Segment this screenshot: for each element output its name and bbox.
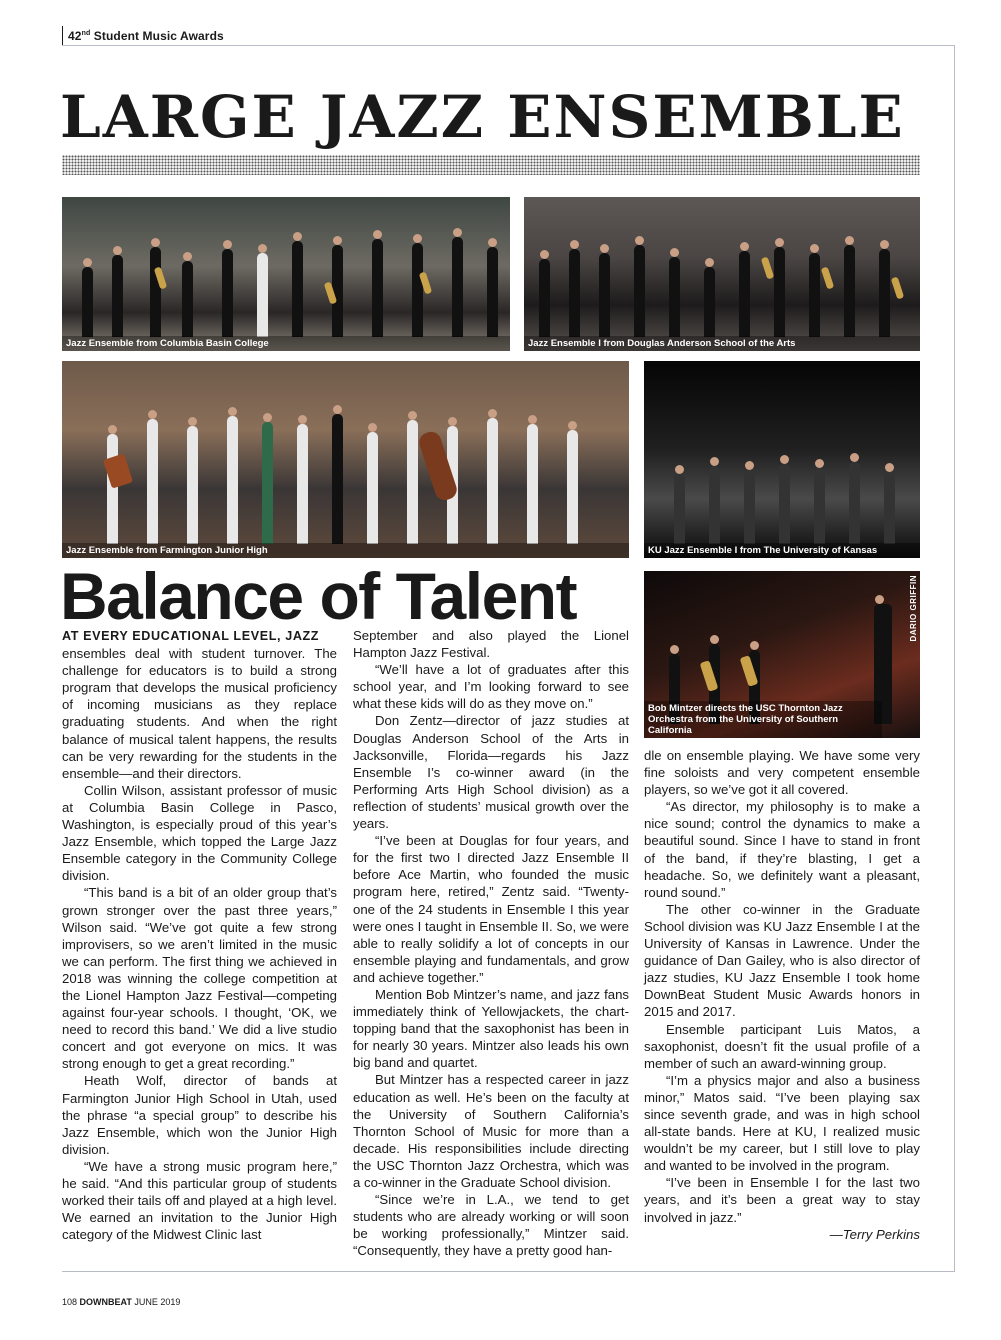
article-column-3 bbox=[644, 747, 920, 1243]
article-paragraph: “We have a strong music program here,” he said. “And this particular group of students worked their tails off and played at a high level. We earned an invitation to the Junior High category of the Midwest Clinic last bbox=[62, 1158, 337, 1243]
group-photo-image bbox=[644, 361, 920, 558]
article-paragraph: But Mintzer has a respected career in jazz education as well. He’s been on the faculty at the University of Southern California’s Thornton School of Music for more than a decade. His responsibilities include directing the USC Thornton Jazz Orchestra, which was a co-winner in the Graduate School division. bbox=[353, 1072, 629, 1190]
article-paragraph: Collin Wilson, assistant professor of music at Columbia Basin College in Pasco, Washington, is especially proud of this year’s Jazz Ensemble, which topped the Large Jazz Ensemble category in the Community College division. bbox=[62, 782, 337, 884]
photo-caption: Bob Mintzer directs the USC Thornton Jazz Orchestra from the University of Southern California bbox=[644, 701, 882, 738]
group-photo-image bbox=[62, 197, 510, 351]
magazine-name: DOWNBEAT bbox=[79, 1297, 132, 1307]
photo-caption: KU Jazz Ensemble I from The University of Kansas bbox=[644, 543, 920, 558]
photo-caption: Jazz Ensemble from Columbia Basin College bbox=[62, 336, 510, 351]
article-paragraph: Ensemble participant Luis Matos, a saxophonist, doesn’t fit the usual profile of a member of such an award-winning group. bbox=[644, 1021, 920, 1071]
article-title: Balance of Talent bbox=[60, 559, 577, 633]
article-paragraph: “I’m a physics major and also a business minor,” Matos said. “I’ve been playing sax since seventh grade, and was in high school all-state bands. Here at KU, I realized music wouldn’t be my career, but I still love to play and wanted to be involved in the program. bbox=[644, 1072, 920, 1174]
group-photo-image bbox=[524, 197, 920, 351]
article-paragraph: “This band is a bit of an older group that’s grown stronger over the past three years,” Wilson said. “We’ve got quite a few strong improvisers, so we aren’t limited in the music we can perform. The first thing we achieved in 2018 was winning the college competition at the Lionel Hampton Jazz Festival—competing against four-year schools. I thought, ‘OK, we need to record this band.’ We did a live studio concert and got everyone on mics. It was strong enough to get a great recording.” bbox=[62, 885, 337, 1072]
article-paragraph: “We’ll have a lot of graduates after this school year, and I’m looking forward to see what these kids will do as they move on.” bbox=[353, 662, 629, 712]
header-rule-tick bbox=[62, 26, 63, 46]
group-photo-image bbox=[62, 361, 629, 558]
page-frame-bottom bbox=[62, 1271, 955, 1272]
article-paragraph: Heath Wolf, director of bands at Farmington Junior High School in Utah, used the phrase “a special group” to describe his Jazz Ensemble, which won the Junior High division. bbox=[62, 1073, 337, 1157]
article-paragraph: Mention Bob Mintzer’s name, and jazz fans immediately think of Yellowjackets, the chart-topping band that the saxophonist has been in for nearly 30 years. Mintzer also leads his own big band and quartet. bbox=[353, 986, 629, 1071]
lead-in: AT EVERY EDUCATIONAL LEVEL, JAZZ bbox=[62, 629, 320, 643]
photo-caption: Jazz Ensemble from Farmington Junior High bbox=[62, 543, 629, 558]
article-paragraph: September and also played the Lionel Hampton Jazz Festival. bbox=[353, 628, 629, 661]
dotted-divider bbox=[62, 155, 920, 175]
page-number: 108 bbox=[62, 1297, 78, 1307]
section-label: 42nd Student Music Awards bbox=[68, 29, 224, 43]
page-frame-top bbox=[62, 45, 954, 46]
article-paragraph: dle on ensemble playing. We have some very fine soloists and very competent ensemble players, so we’ve got it all covered. bbox=[644, 748, 920, 798]
photo-farmington bbox=[62, 361, 629, 558]
photo-credit: DARIO GRIFFIN bbox=[909, 575, 918, 642]
photo-usc-thornton bbox=[644, 571, 920, 738]
article-paragraph: Don Zentz—director of jazz studies at Douglas Anderson School of the Arts in Jacksonville, Florida—regards his Jazz Ensemble I’s co-winner award (in the Performing Arts High School division) as a reflection of students’ musical growth over the years. bbox=[353, 713, 629, 832]
photo-douglas-anderson bbox=[524, 197, 920, 351]
page-footer bbox=[62, 1297, 180, 1307]
article-paragraph: “I’ve been in Ensemble I for the last two years, and it’s been a great way to stay involved in jazz.” bbox=[644, 1175, 920, 1225]
photo-columbia-basin bbox=[62, 197, 510, 351]
issue-date: JUNE 2019 bbox=[134, 1297, 181, 1307]
page-frame-right bbox=[954, 45, 955, 1271]
article-column-1 bbox=[62, 627, 337, 1243]
photo-kansas bbox=[644, 361, 920, 558]
article-column-2 bbox=[353, 627, 629, 1259]
photo-caption: Jazz Ensemble I from Douglas Anderson School of the Arts bbox=[524, 336, 920, 351]
page-headline: LARGE JAZZ ENSEMBLE bbox=[60, 83, 905, 151]
article-paragraph: The other co-winner in the Graduate School division was KU Jazz Ensemble I at the University of Kansas in Lawrence. Under the guidance of Dan Gailey, who is also director of jazz studies, KU Jazz Ensemble I took home DownBeat Student Music Awards honors in 2015 and 2017. bbox=[644, 901, 920, 1020]
article-paragraph: “As director, my philosophy is to make a nice sound; control the dynamics to make a beautiful sound. Since I have to stand in front of the band, if they’re blasting, I get a headache. So, we definitely want a pleasant, round sound.” bbox=[644, 799, 920, 900]
article-paragraph: AT EVERY EDUCATIONAL LEVEL, JAZZ ensembles deal with student turnover. The challenge for educators is to build a strong program that develops the musical proficiency of incoming musicians as they replace graduating students. And when the right balance of musical talent happens, the results can be very rewarding for the students in the ensemble—and their directors. bbox=[62, 629, 337, 781]
article-paragraph: “Since we’re in L.A., we tend to get students who are already working or will soon be working professionally,” Mintzer said. “Consequently, they have a pretty good han- bbox=[353, 1192, 629, 1259]
article-paragraph: “I’ve been at Douglas for four years, and for the first two I directed Jazz Ensemble II before Ace Martin, who founded the music program here, retired,” Zentz said. “Twenty-one of the 24 students in Ensemble I this year were ones I taught in Ensemble II. So, we were able to really solidify a lot of concepts in our ensemble playing and fundamentals, and grow and achieve together.” bbox=[353, 833, 629, 985]
byline: —Terry Perkins bbox=[829, 1226, 920, 1242]
